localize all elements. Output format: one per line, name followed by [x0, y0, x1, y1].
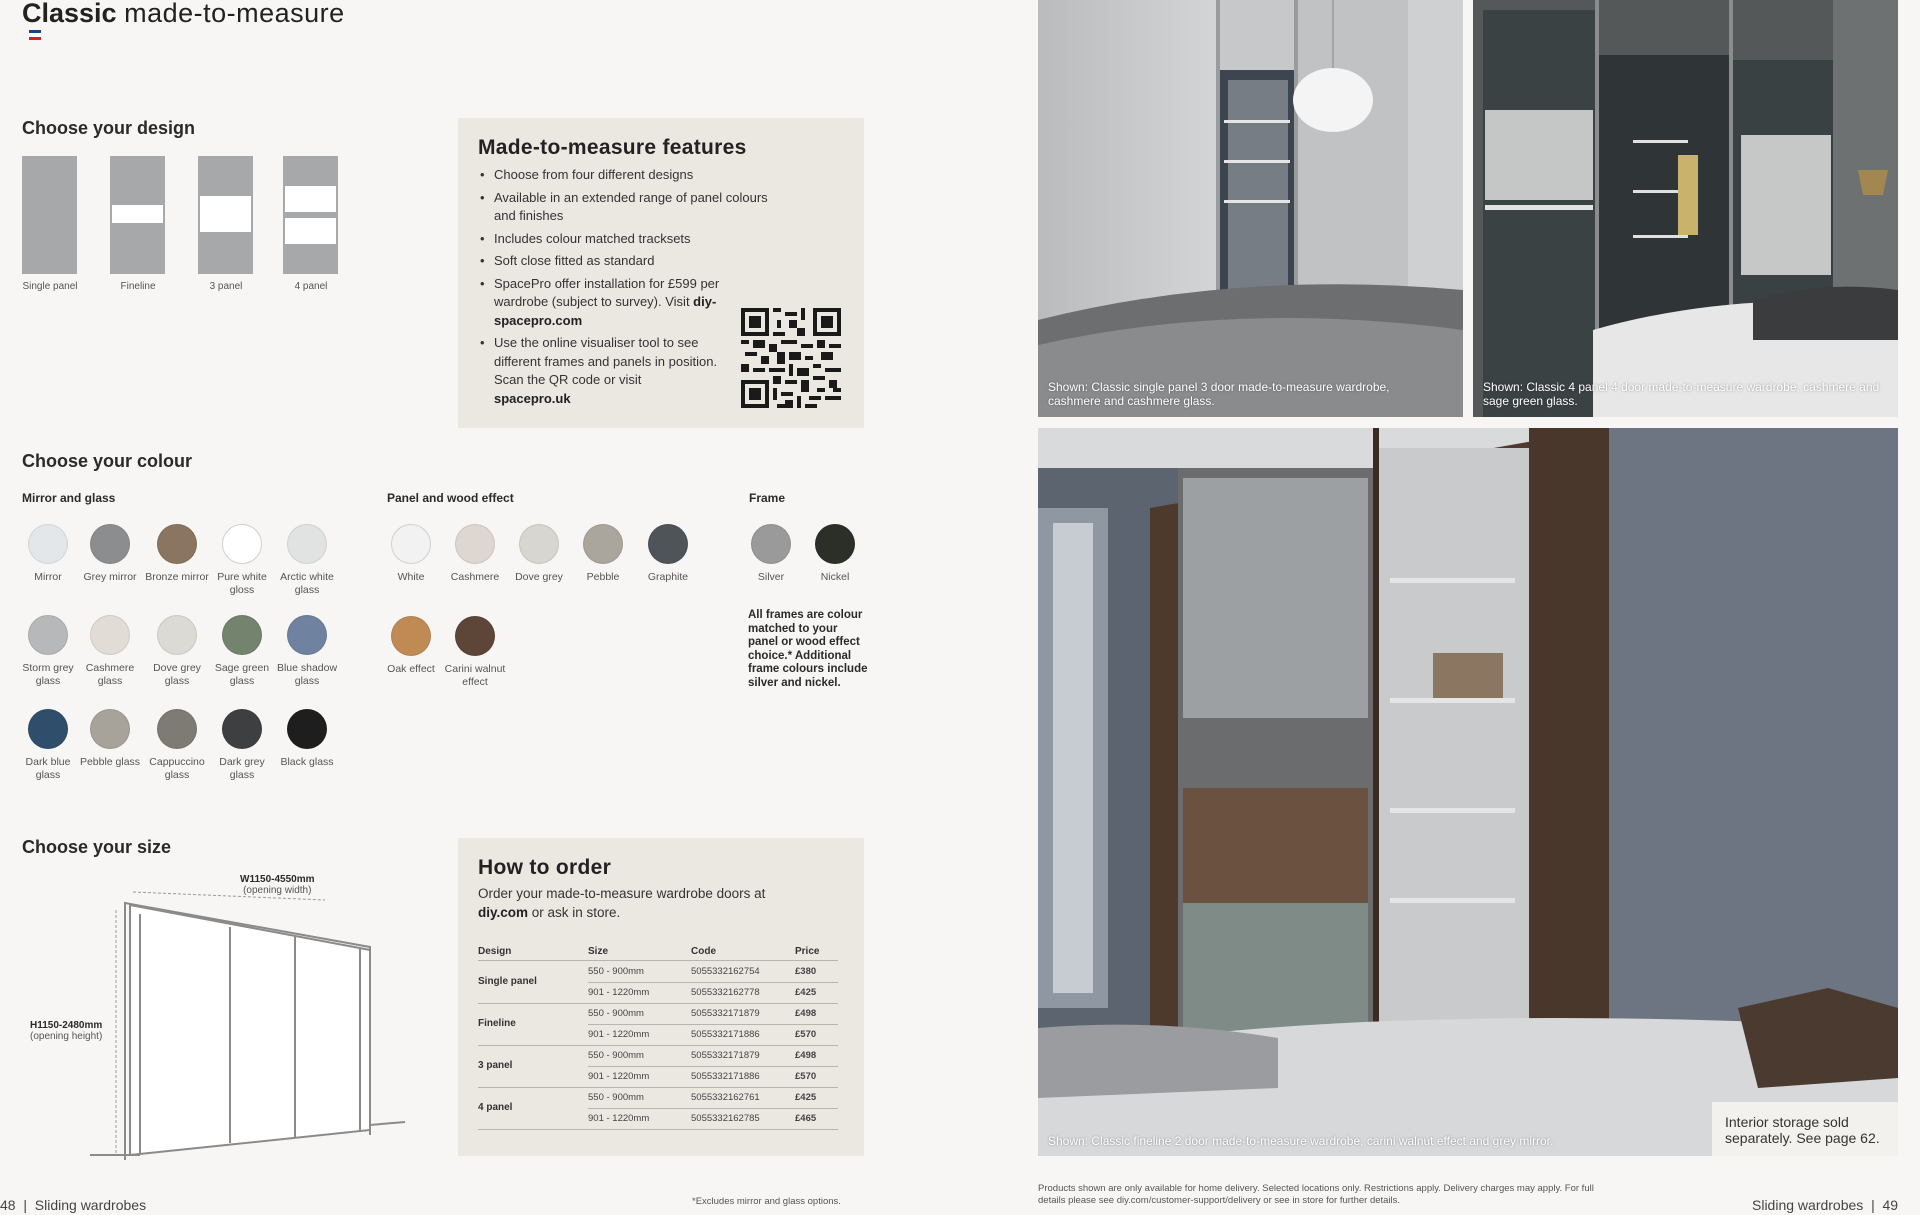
mirror-colour-label: Bronze mirror	[145, 571, 209, 583]
table-size-cell: 901 - 1220mm	[588, 1029, 650, 1040]
table-code-cell: 5055332171886	[691, 1029, 760, 1040]
design-heading: Choose your design	[22, 118, 196, 138]
panel-colour-swatch[interactable]	[583, 524, 623, 564]
feature-item: • Soft close fitted as standard	[478, 252, 768, 271]
mirror-glass-heading: Mirror and glass	[22, 491, 116, 505]
table-size-cell: 550 - 900mm	[588, 966, 644, 977]
table-code-cell: 5055332162785	[691, 1113, 760, 1124]
mirror-colour-swatch[interactable]	[157, 615, 197, 655]
design-label: Single panel	[22, 281, 78, 292]
qr-code-icon[interactable]	[741, 308, 841, 408]
panel-colour-label: Carini walnut effect	[444, 663, 506, 688]
table-price-cell: £465	[795, 1113, 817, 1124]
table-price-cell: £498	[795, 1050, 817, 1061]
wardrobe-size-diagram	[90, 885, 420, 1160]
mirror-colour-label: Sage green glass	[214, 662, 270, 687]
table-size-cell: 901 - 1220mm	[588, 1113, 650, 1124]
mirror-colour-swatch[interactable]	[157, 524, 197, 564]
panel-colour-swatch[interactable]	[391, 616, 431, 656]
mirror-colour-swatch[interactable]	[28, 709, 68, 749]
mirror-colour-label: Dark blue glass	[25, 756, 71, 781]
height-dimension: H1150-2480mm (opening height)	[30, 1020, 103, 1042]
panel-colour-label: Cashmere	[450, 571, 500, 583]
mirror-colour-swatch[interactable]	[222, 615, 262, 655]
features-panel	[458, 118, 864, 428]
panel-colour-label: Dove grey	[515, 571, 563, 583]
mirror-colour-swatch[interactable]	[287, 524, 327, 564]
design-label: Fineline	[120, 281, 156, 292]
mirror-colour-swatch[interactable]	[222, 524, 262, 564]
frame-colour-swatch[interactable]	[751, 524, 791, 564]
table-header: Size	[588, 946, 609, 957]
page-footer-left: 48 | Sliding wardrobes	[0, 1197, 147, 1213]
mirror-colour-swatch[interactable]	[90, 615, 130, 655]
page-title: Classic made-to-measure	[22, 0, 345, 28]
mirror-colour-label: Dark grey glass	[219, 756, 265, 781]
table-price-cell: £380	[795, 966, 817, 977]
features-list	[478, 166, 768, 412]
table-code-cell: 5055332171886	[691, 1071, 760, 1082]
table-size-cell: 550 - 900mm	[588, 1008, 644, 1019]
design-label: 3 panel	[209, 281, 243, 292]
order-text: Order your made-to-measure wardrobe doors at diy.com or ask in store.	[478, 886, 766, 920]
panel-colour-label: Graphite	[647, 571, 689, 583]
mirror-colour-label: Blue shadow glass	[276, 662, 338, 687]
order-panel	[458, 838, 864, 1156]
photo-fineline-wardrobe	[1038, 428, 1898, 1156]
width-dimension: W1150-4550mm (opening width)	[240, 874, 315, 896]
panel-colour-label: Oak effect	[387, 663, 435, 675]
mirror-colour-swatch[interactable]	[157, 709, 197, 749]
mirror-colour-swatch[interactable]	[222, 709, 262, 749]
design-single-panel[interactable]	[22, 156, 77, 274]
frame-heading: Frame	[749, 491, 786, 505]
table-header: Design	[478, 946, 512, 957]
panel-colour-swatch[interactable]	[648, 524, 688, 564]
panel-colour-label: White	[397, 571, 425, 583]
mirror-colour-label: Black glass	[280, 756, 334, 768]
page-footer-right: Sliding wardrobes | 49	[1752, 1197, 1899, 1213]
order-heading: How to order	[478, 856, 612, 879]
diy-link[interactable]: diy.com	[478, 905, 529, 920]
feature-item: • Includes colour matched tracksets	[478, 230, 768, 249]
table-group-name: 4 panel	[478, 1101, 513, 1113]
footnote: *Excludes mirror and glass options.	[692, 1196, 841, 1207]
frame-colour-label: Silver	[757, 571, 785, 583]
frame-note: All frames are colour matched to your panel or wood effect choice.* Additional frame colours include silver and nickel.	[748, 609, 868, 689]
mirror-colour-label: Grey mirror	[83, 571, 137, 583]
photo-caption: Shown: Classic 4 panel 4 door made-to-measure wardrobe, cashmere and sage green glass.	[1483, 380, 1880, 408]
frame-colour-swatch[interactable]	[815, 524, 855, 564]
mirror-colour-label: Cappuccino glass	[149, 756, 205, 781]
feature-item: • Available in an extended range of panel colours and finishes	[478, 189, 768, 226]
table-price-cell: £570	[795, 1029, 817, 1040]
table-price-cell: £425	[795, 1092, 817, 1103]
table-group-name: 3 panel	[478, 1059, 513, 1071]
mirror-colour-label: Storm grey glass	[22, 662, 74, 687]
table-code-cell: 5055332162778	[691, 987, 760, 998]
mirror-colour-swatch[interactable]	[90, 524, 130, 564]
spacepro-link[interactable]: diy-spacepro.com	[494, 294, 717, 328]
panel-colour-swatch[interactable]	[455, 524, 495, 564]
features-heading: Made-to-measure features	[478, 136, 747, 159]
table-header: Price	[795, 946, 820, 957]
mirror-colour-label: Mirror	[34, 571, 62, 583]
panel-colour-swatch[interactable]	[519, 524, 559, 564]
panel-colour-label: Pebble	[586, 571, 620, 583]
photo-caption: Shown: Classic single panel 3 door made-to-measure wardrobe, cashmere and cashmere glass.	[1048, 380, 1390, 408]
design-3-panel[interactable]	[198, 156, 253, 274]
table-code-cell: 5055332162754	[691, 966, 760, 977]
table-size-cell: 901 - 1220mm	[588, 1071, 650, 1082]
table-header: Code	[691, 946, 716, 957]
table-code-cell: 5055332171879	[691, 1050, 760, 1061]
table-price-cell: £498	[795, 1008, 817, 1019]
frame-colour-label: Nickel	[820, 571, 850, 583]
feature-item: • Choose from four different designs	[478, 166, 768, 185]
panel-wood-heading: Panel and wood effect	[387, 491, 514, 505]
table-price-cell: £570	[795, 1071, 817, 1082]
design-label: 4 panel	[294, 281, 328, 292]
size-heading: Choose your size	[22, 837, 172, 857]
photo-caption: Shown: Classic fineline 2 door made-to-measure wardrobe, carini walnut effect and grey mirror.	[1048, 1134, 1554, 1148]
mirror-colour-swatch[interactable]	[287, 615, 327, 655]
uk-flag-icon	[29, 30, 41, 40]
table-code-cell: 5055332162761	[691, 1092, 760, 1103]
table-size-cell: 901 - 1220mm	[588, 987, 650, 998]
mirror-colour-swatch[interactable]	[90, 709, 130, 749]
table-code-cell: 5055332171879	[691, 1008, 760, 1019]
panel-colour-swatch[interactable]	[391, 524, 431, 564]
design-4-panel[interactable]	[283, 156, 338, 274]
feature-item-visualiser: • Use the online visualiser tool to see different frames and panels in position. Scan the QR code or visit spacepro.uk	[478, 334, 718, 408]
mirror-colour-swatch[interactable]	[287, 709, 327, 749]
mirror-colour-label: Dove grey glass	[153, 662, 201, 687]
table-group-name: Fineline	[478, 1017, 516, 1029]
table-size-cell: 550 - 900mm	[588, 1092, 644, 1103]
mirror-colour-label: Pure white gloss	[217, 571, 267, 596]
mirror-colour-label: Pebble glass	[79, 756, 141, 768]
design-fineline[interactable]	[110, 156, 165, 274]
panel-colour-swatch[interactable]	[455, 616, 495, 656]
photo-4-panel-wardrobe	[1473, 0, 1898, 417]
feature-item-install: • SpacePro offer installation for £599 per wardrobe (subject to survey). Visit diy-spacepro.com	[478, 275, 728, 331]
table-group-name: Single panel	[478, 975, 537, 987]
interior-storage-note: Interior storage sold separately. See page 62.	[1712, 1102, 1898, 1156]
mirror-colour-swatch[interactable]	[28, 615, 68, 655]
mirror-colour-label: Arctic white glass	[280, 571, 334, 596]
visualiser-link[interactable]: spacepro.uk	[494, 390, 571, 406]
delivery-note: Products shown are only available for home delivery. Selected locations only. Restrictions apply. Delivery charges may apply. For full details please see diy.com/customer-support/delivery or see in store for further details.	[1038, 1183, 1594, 1206]
table-size-cell: 550 - 900mm	[588, 1050, 644, 1061]
mirror-colour-swatch[interactable]	[28, 524, 68, 564]
photo-single-panel-wardrobe	[1038, 0, 1463, 417]
mirror-colour-label: Cashmere glass	[85, 662, 135, 687]
colour-heading: Choose your colour	[22, 451, 193, 471]
table-price-cell: £425	[795, 987, 817, 998]
